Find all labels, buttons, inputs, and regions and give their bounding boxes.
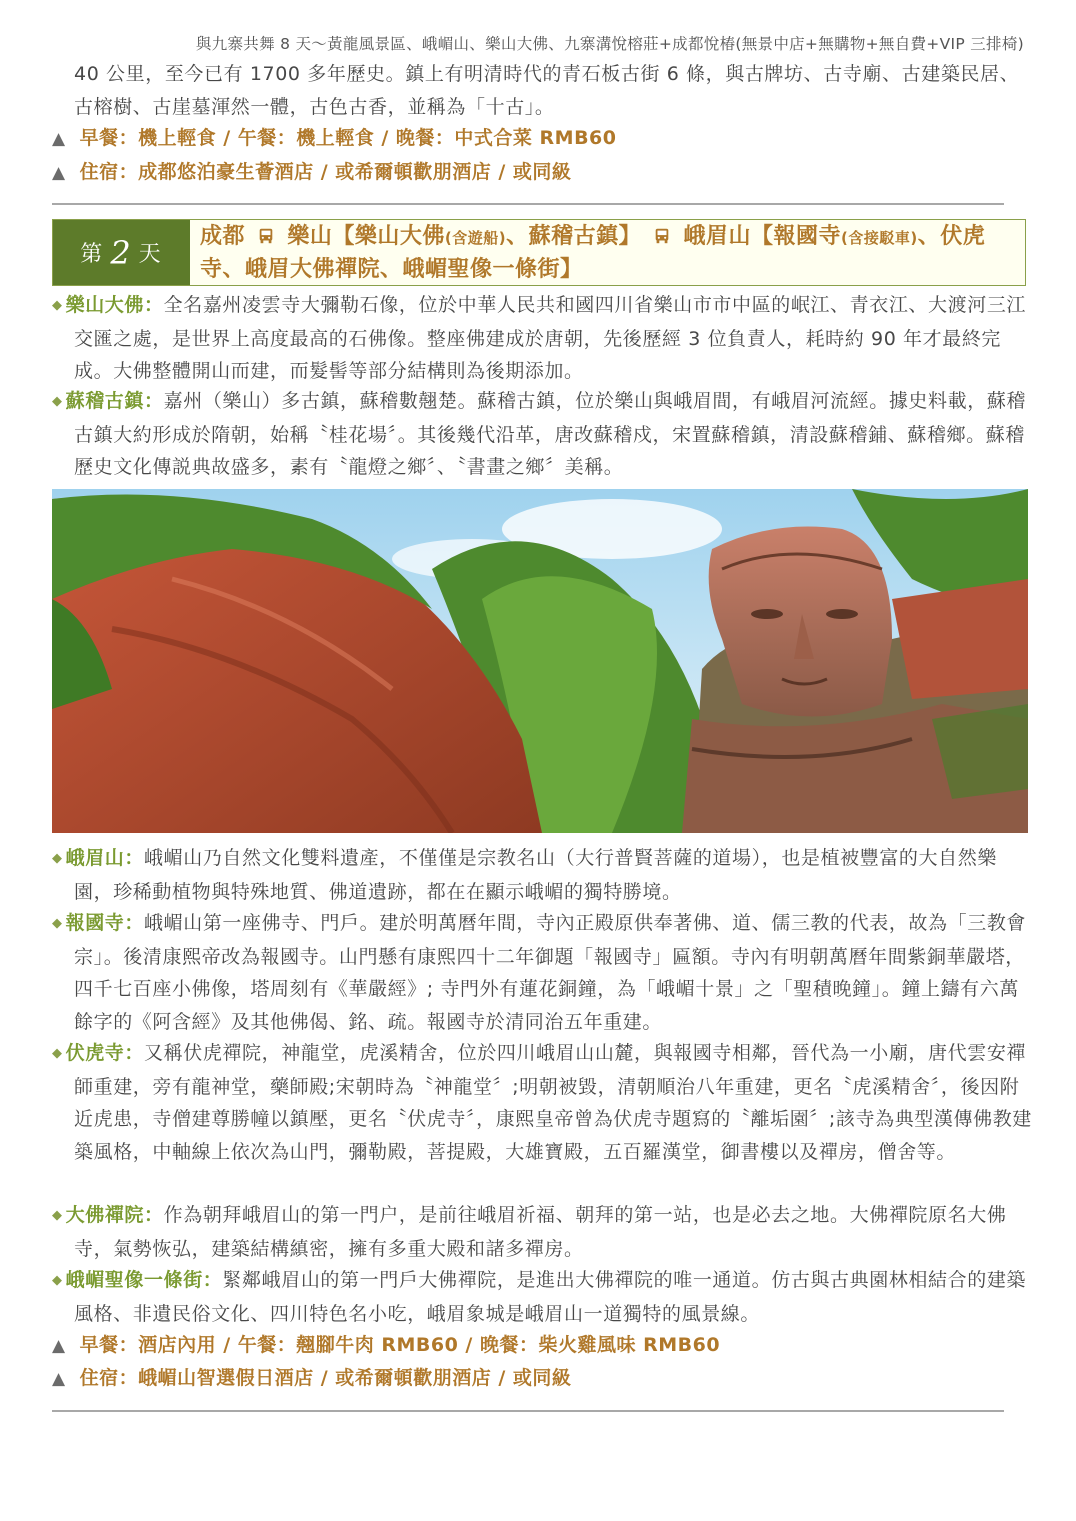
day-title-part: 、蘇稽古鎮】 [506, 224, 642, 249]
attraction-text: 全名嘉州凌雲寺大彌勒石像，位於中華人民共和國四川省樂山市市中區的岷江、青衣江、大渡河三江交匯之處，是世界上高度最高的石佛像。整座佛建成於唐朝，先後歷經 3 位負責人，耗時約 90 年才最終完成。大佛整體開山而建，而髮髻等部分結構則為後期添加。 [74, 294, 1027, 382]
leshan-buddha-photo [52, 489, 1028, 833]
leshan-buddha-illustration [52, 489, 1028, 833]
attraction-title: 峨眉山： [65, 847, 145, 869]
triangle-bullet-icon: ▲ [52, 1336, 66, 1356]
attraction-item [52, 289, 1032, 388]
diamond-bullet-icon: ◆ [52, 1273, 63, 1288]
day-number: 2 [110, 233, 133, 272]
triangle-bullet-icon: ▲ [52, 163, 66, 183]
day2-stay [52, 1363, 571, 1390]
attraction-text: 峨嵋山第一座佛寺、門戶。建於明萬曆年間，寺內正殿原供奉著佛、道、儒三教的代表，故為「三教會宗」。後清康熙帝改為報國寺。山門懸有康熙四十二年御題「報國寺」匾額。寺內有明朝萬曆年間紫銅華嚴塔，四千七百座小佛像，塔周刻有《華嚴經》; 寺門外有蓮花銅鐘，為「峨嵋十景」之「聖積晚鐘」。鐘上鑄有六萬餘字的《阿含經》及其他佛偈、銘、疏。報國寺於清同治五年重建。 [74, 912, 1027, 1033]
day-title-note: (含接駁車) [840, 229, 918, 247]
day2-stay-text: 住宿：峨嵋山智選假日酒店 / 或希爾頓歡朋酒店 / 或同級 [79, 1367, 572, 1389]
day1-meal-text: 早餐：機上輕食 / 午餐：機上輕食 / 晚餐：中式合菜 RMB60 [79, 127, 617, 149]
attraction-title: 報國寺： [65, 912, 145, 934]
attraction-title: 蘇稽古鎮： [65, 390, 164, 412]
triangle-bullet-icon: ▲ [52, 129, 66, 149]
intro-paragraph: 40 公里，至今已有 1700 多年歷史。鎮上有明清時代的青石板古街 6 條，與古牌坊、古寺廟、古建築民居、古榕樹、古崖墓渾然一體，古色古香，並稱為「十古」。 [74, 63, 1020, 118]
day-title-note: (含遊船) [444, 229, 507, 247]
day-title-part: 樂山【樂山大佛 [287, 224, 445, 249]
bus-icon [257, 227, 275, 245]
day-title-part: 、伏虎寺、峨眉大佛禪院、峨嵋聖像一條街】 [200, 224, 986, 282]
attraction-item [52, 385, 1032, 484]
attraction-item [52, 842, 1032, 908]
diamond-bullet-icon: ◆ [52, 394, 63, 409]
attraction-title: 峨嵋聖像一條街： [65, 1269, 223, 1291]
attraction-text: 嘉州（樂山）多古鎮，蘇稽數翹楚。蘇稽古鎮，位於樂山與峨眉間，有峨眉河流經。據史料載，蘇稽古鎮大約形成於隋朝，始稱〝桂花場〞。其後幾代沿革，唐改蘇稽戍，宋置蘇稽鎮，清設蘇稽鋪、蘇稽鄉。蘇稽歷史文化傳説典故盛多，素有〝龍燈之鄉〞、〝書畫之鄉〞美稱。 [74, 390, 1027, 478]
attraction-text: 又稱伏虎禪院，神龍堂，虎溪精舍，位於四川峨眉山山麓，與報國寺相鄰，晉代為一小廟，唐代雲安禪師重建，旁有龍神堂，藥師殿;宋朝時為〝神龍堂〞;明朝被毀，清朝順治八年重建，更名〝虎溪精舍〞，後因附近虎患，寺僧建尊勝幢以鎮壓，更名〝伏虎寺〞，康熙皇帝曾為伏虎寺題寫的〝離垢園〞;該寺為典型漢傳佛教建築風格，中軸線上依次為山門，彌勒殿，菩提殿，大雄寶殿，五百羅漢堂，御書樓以及禪房，僧舍等。 [74, 1042, 1032, 1163]
attraction-title: 大佛禪院： [65, 1204, 164, 1226]
attraction-text: 緊鄰峨眉山的第一門戶大佛禪院，是進出大佛禪院的唯一通道。仿古與古典園林相結合的建築風格、非遺民俗文化、四川特色名小吃，峨眉象城是峨眉山一道獨特的風景線。 [74, 1269, 1027, 1325]
day1-stay-text: 住宿：成都悠泊豪生薈酒店 / 或希爾頓歡朋酒店 / 或同級 [79, 161, 572, 183]
day2-header [52, 219, 1026, 286]
day2-meals [52, 1330, 720, 1357]
diamond-bullet-icon: ◆ [52, 1208, 63, 1223]
attraction-text: 峨嵋山乃自然文化雙料遺產，不僅僅是宗教名山（大行普賢菩薩的道場），也是植被豐富的大自然樂園，珍稀動植物與特殊地質、佛道遺跡，都在在顯示峨嵋的獨特勝境。 [74, 847, 997, 903]
day-title-part: 峨眉山【報國寺 [683, 224, 841, 249]
attraction-item [52, 1264, 1032, 1330]
diamond-bullet-icon: ◆ [52, 916, 63, 931]
divider [52, 1410, 1004, 1412]
running-header: 與九寨共舞 8 天～黃龍風景區、峨嵋山、樂山大佛、九寨溝悅榕莊+成都悅椿(無景中店+無購物+無自費+VIP 三排椅) [195, 35, 1024, 53]
attraction-item [52, 1037, 1032, 1168]
day1-stay [52, 157, 571, 184]
day-badge-suffix: 天 [138, 242, 163, 267]
day-title-part: 成都 [200, 224, 246, 249]
diamond-bullet-icon: ◆ [52, 298, 63, 313]
day-badge [53, 220, 190, 285]
bus-icon [653, 227, 671, 245]
diamond-bullet-icon: ◆ [52, 1046, 63, 1061]
day-badge-prefix: 第 [80, 242, 105, 267]
day2-meal-text: 早餐：酒店內用 / 午餐：翹腳牛肉 RMB60 / 晚餐：柴火雞風味 RMB60 [79, 1334, 721, 1356]
attraction-text: 作為朝拜峨眉山的第一門户，是前往峨眉祈福、朝拜的第一站，也是必去之地。大佛禪院原名大佛寺，氣勢恢弘，建築結構縝密，擁有多重大殿和諸多禪房。 [74, 1204, 1007, 1260]
attraction-title: 伏虎寺： [65, 1042, 145, 1064]
attraction-item [52, 907, 1032, 1038]
attraction-item [52, 1199, 1032, 1265]
divider [52, 203, 1004, 205]
diamond-bullet-icon: ◆ [52, 851, 63, 866]
day1-meals [52, 123, 617, 150]
attraction-title: 樂山大佛： [65, 294, 164, 316]
day-title [190, 220, 1025, 285]
triangle-bullet-icon: ▲ [52, 1369, 66, 1389]
